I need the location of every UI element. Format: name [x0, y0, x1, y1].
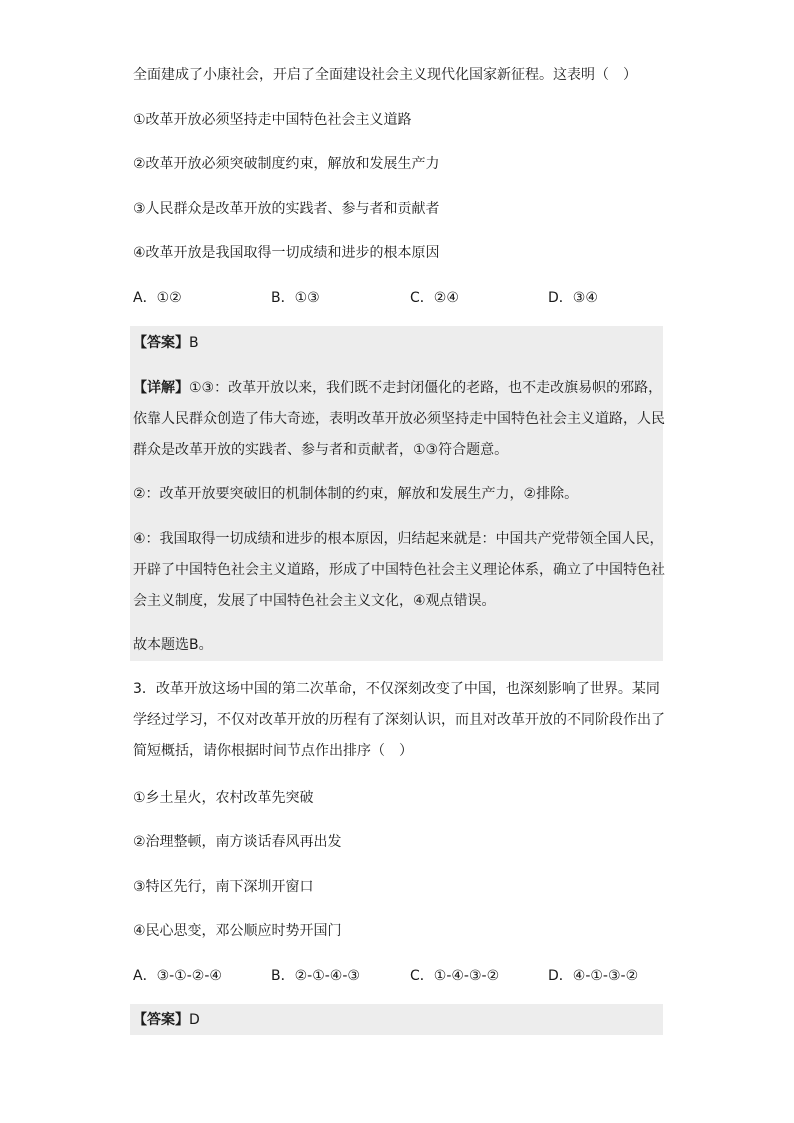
q3-item-4: ④民心思变，邓公顺应时势开国门 [133, 923, 342, 939]
q2-answer [133, 333, 199, 353]
answer-label: 【答案】 [133, 1012, 189, 1028]
q3-item-1: ①乡土星火，农村改革先突破 [133, 790, 314, 806]
q2-item-2: ②改革开放必须突破制度约束，解放和发展生产力 [133, 156, 440, 172]
q2-option-d: D．③④ [548, 290, 598, 306]
answer-value: D [189, 1012, 200, 1028]
q3-stem-line-1: 3．改革开放这场中国的第二次革命，不仅深刻改变了中国，也深刻影响了世界。某同 [133, 681, 660, 697]
q2-option-c: C．②④ [410, 290, 459, 306]
q3-stem-line-2: 学经过学习，不仅对改革开放的历程有了深刻认识，而且对改革开放的不同阶段作出了 [133, 712, 665, 728]
q3-option-b: B．②-①-④-③ [271, 968, 360, 984]
answer-label: 【答案】 [133, 335, 189, 351]
q2-item-3: ③人民群众是改革开放的实践者、参与者和贡献者 [133, 201, 440, 217]
q3-stem-line-3: 简短概括，请你根据时间节点作出排序（ ） [133, 743, 413, 759]
q2-conclusion: 故本题选B。 [133, 637, 213, 653]
q3-item-3: ③特区先行，南下深圳开窗口 [133, 879, 314, 895]
q3-answer-panel [130, 1004, 663, 1035]
q3-answer [133, 1010, 200, 1030]
q2-option-a: A．①② [133, 290, 182, 306]
q2-option-b: B．①③ [271, 290, 320, 306]
q2-item-4: ④改革开放是我国取得一切成绩和进步的根本原因 [133, 245, 440, 261]
q2-detail-p4-line-2: 开辟了中国特色社会主义道路，形成了中国特色社会主义理论体系，确立了中国特色社 [133, 562, 665, 578]
q3-option-c: C．①-④-③-② [410, 968, 500, 984]
q2-item-1: ①改革开放必须坚持走中国特色社会主义道路 [133, 112, 412, 128]
q2-detail-line-2: 依靠人民群众创造了伟大奇迹，表明改革开放必须坚持走中国特色社会主义道路，人民 [133, 411, 665, 427]
answer-value: B [189, 335, 199, 351]
detail-label: 【详解】 [133, 380, 189, 396]
detail-text: ①③：改革开放以来，我们既不走封闭僵化的老路，也不走改旗易帜的邪路， [189, 380, 663, 396]
q2-detail-p2: ②：改革开放要突破旧的机制体制的约束，解放和发展生产力，②排除。 [133, 486, 579, 502]
q2-detail-line-1 [133, 378, 662, 398]
q3-item-2: ②治理整顿，南方谈话春风再出发 [133, 834, 342, 850]
q2-detail-line-3: 群众是改革开放的实践者、参与者和贡献者，①③符合题意。 [133, 442, 509, 458]
q2-detail-p4-line-1: ④：我国取得一切成绩和进步的根本原因，归结起来就是：中国共产党带领全国人民， [133, 531, 664, 547]
q3-option-a: A．③-①-②-④ [133, 968, 222, 984]
q2-stem-tail: 全面建成了小康社会，开启了全面建设社会主义现代化国家新征程。这表明（ ） [133, 67, 637, 83]
q3-option-d: D．④-①-③-② [548, 968, 639, 984]
q2-detail-p4-line-3: 会主义制度，发展了中国特色社会主义文化，④观点错误。 [133, 593, 496, 609]
